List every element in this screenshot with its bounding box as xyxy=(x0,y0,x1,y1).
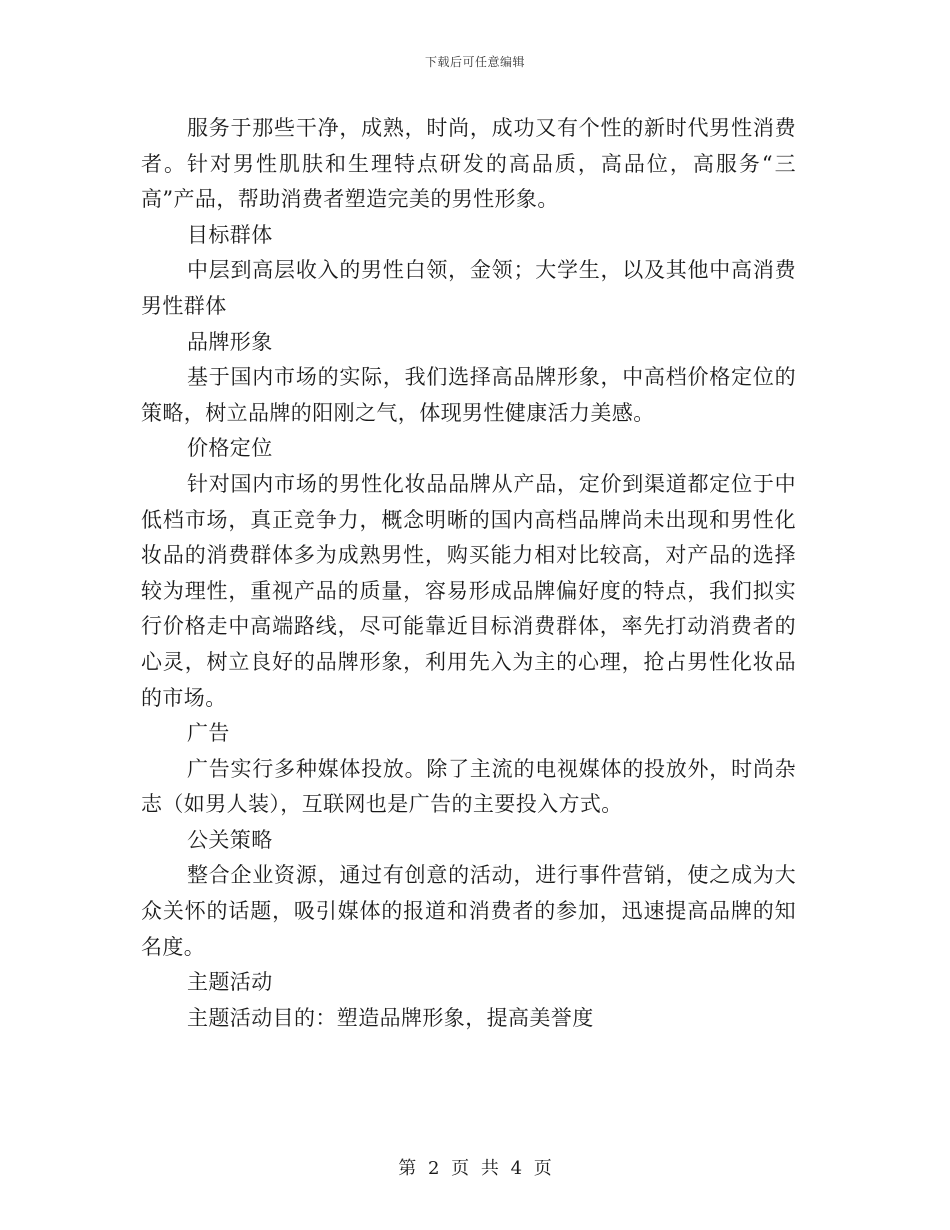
pr-strategy-paragraph: 整合企业资源，通过有创意的活动，进行事件营销，使之成为大众关怀的话题，吸引媒体的报道和消费者的参加，迅速提高品牌的知名度。 xyxy=(141,863,796,959)
document-body xyxy=(141,111,796,1036)
section-heading-price-positioning: 价格定位 xyxy=(187,436,273,461)
section-heading-theme-activity: 主题活动 xyxy=(187,970,273,995)
section-heading-advertising: 广告 xyxy=(187,721,230,746)
price-positioning-paragraph: 针对国内市场的男性化妆品品牌从产品，定价到渠道都定位于中低档市场，真正竞争力，概念明晰的国内高档品牌尚未出现和男性化妆品的消费群体多为成熟男性，购买能力相对比较高，对产品的选择较为理性，重视产品的质量，容易形成品牌偏好度的特点，我们拟实行价格走中高端路线，尽可能靠近目标消费群体，率先打动消费者的心灵，树立良好的品牌形象，利用先入为主的心理，抢占男性化妆品的市场。 xyxy=(141,471,796,710)
advertising-paragraph: 广告实行多种媒体投放。除了主流的电视媒体的投放外，时尚杂志（如男人装），互联网也是广告的主要投入方式。 xyxy=(141,756,796,817)
section-heading-pr-strategy: 公关策略 xyxy=(187,827,273,852)
intro-paragraph: 服务于那些干净，成熟，时尚，成功又有个性的新时代男性消费者。针对男性肌肤和生理特点研发的高品质，高品位，高服务“三高”产品，帮助消费者塑造完美的男性形象。 xyxy=(141,116,796,212)
page-number: 第 2 页 共 4 页 xyxy=(398,1158,552,1179)
page-header: 下载后可任意编辑 xyxy=(424,55,525,69)
brand-image-paragraph: 基于国内市场的实际，我们选择高品牌形象，中高档价格定位的策略，树立品牌的阳刚之气，体现男性健康活力美感。 xyxy=(141,365,796,425)
section-heading-brand-image: 品牌形象 xyxy=(187,329,273,354)
theme-activity-paragraph: 主题活动目的：塑造品牌形象，提高美誉度 xyxy=(187,1005,594,1030)
target-group-paragraph: 中层到高层收入的男性白领，金领；大学生，以及其他中高消费男性群体 xyxy=(141,258,796,318)
section-heading-target-group: 目标群体 xyxy=(187,222,273,247)
